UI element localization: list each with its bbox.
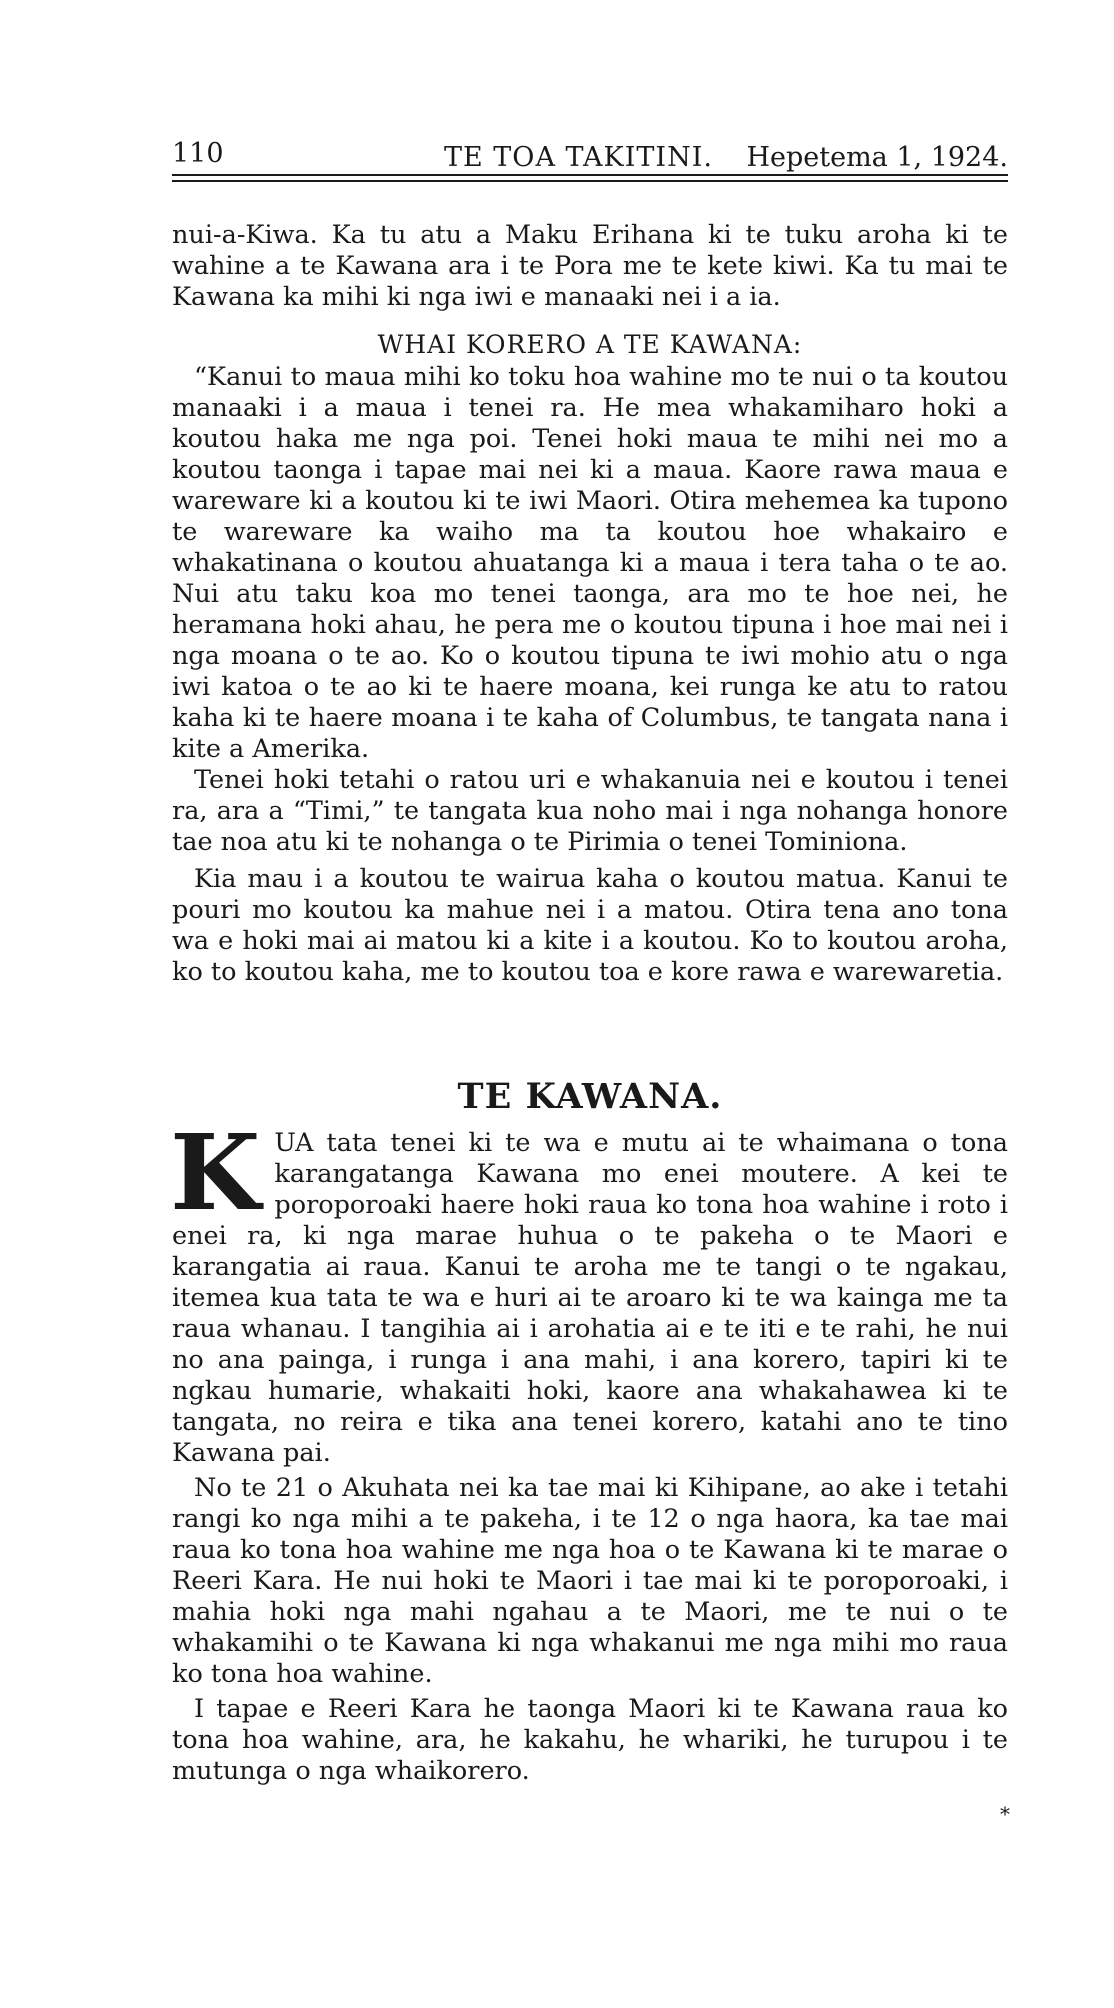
section-first-paragraph	[170, 1111, 1008, 1469]
speech-paragraph: “Kanui to maua mihi ko toku hoa wahine mo te nui o ta koutou manaaki i a maua i tenei ra. He mea whakamiharo hoki a koutou haka me nga poi. Tenei hoki maua te mihi nei mo a koutou taonga i tapae mai nei ki a maua. Kaore rawa maua e wareware ki a koutou ki te iwi Maori. Otira mehemea ka tupono te wareware ka waiho ma ta koutou hoe whakairo e whakatinana o koutou ahuatanga ki a maua i tera taha o te ao. Nui atu taku koa mo tenei taonga, ara mo te hoe nei, he heramana hoki ahau, he pera me o koutou tipuna i hoe mai nei i nga moana o te ao. Ko o koutou tipuna te iwi mohio atu o nga iwi katoa o te ao ki te haere moana, kei runga ke atu to ratou kaha ki te haere moana i te kaha of Columbus, te tangata nana i kite a Amerika.	[172, 362, 1008, 764]
speech-paragraph: Tenei hoki tetahi o ratou uri e whakanuia nei e koutou i tenei ra, ara a “Timi,” te tangata kua noho mai i nga nohanga honore tae noa atu ki te nohanga o te Pirimia o tenei Tominiona.	[172, 765, 1008, 857]
section-paragraph: I tapae e Reeri Kara he taonga Maori ki te Kawana raua ko tona hoa wahine, ara, he kakahu, he whariki, he turupou i te mutunga o nga whaikorero.	[172, 1694, 1008, 1786]
running-header	[172, 138, 1008, 172]
intro-paragraph	[172, 220, 1008, 313]
intro-paragraph-text: nui-a-Kiwa. Ka tu atu a Maku Erihana ki te tuku aroha ki te wahine a te Kawana ara i te Pora me te kete kiwi. Ka tu mai te Kawana ka mihi ki nga iwi e manaaki nei i a ia.	[172, 220, 1008, 312]
section-body	[170, 1111, 1008, 1787]
header-rule-bottom	[172, 180, 1008, 182]
header-rule-top	[172, 174, 1008, 176]
speech-paragraph: Kia mau i a koutou te wairua kaha o koutou matua. Kanui te pouri mo koutou ka mahue nei i a matou. Otira tena ano tona wa e hoki mai ai matou ki a kite i a koutou. Ko to koutou aroha, ko to koutou kaha, me to koutou toa e kore rawa e warewaretia.	[172, 864, 1008, 987]
footer-mark: *	[1000, 1802, 1010, 1826]
issue-date: Hepetema 1, 1924.	[746, 142, 1008, 173]
drop-cap: K	[170, 1111, 261, 1234]
section-paragraph: No te 21 o Akuhata nei ka tae mai ki Kihipane, ao ake i tetahi rangi ko nga mihi a te pakeha, i te 12 o nga haora, ka tae mai raua ko tona hoa wahine me nga hoa o te Kawana ki te marae o Reeri Kara. He nui hoki te Maori i tae mai ki te poroporoaki, i mahia hoki nga mahi ngahau a te Maori, me te nui o te whakamihi o te Kawana ki nga whakanui me nga mihi mo raua ko tona hoa wahine.	[172, 1473, 1008, 1689]
page-number: 110	[172, 138, 224, 169]
section-heading: TE KAWANA.	[457, 1076, 723, 1117]
speech-body	[172, 362, 1008, 988]
journal-title: TE TOA TAKITINI.	[444, 142, 713, 173]
speech-heading: WHAI KORERO A TE KAWANA:	[377, 330, 803, 359]
section-first-paragraph-text: UA tata tenei ki te wa e mutu ai te whaimana o tona karangatanga Kawana mo enei moutere. A kei te poroporoaki haere hoki raua ko tona hoa wahine i roto i enei ra, ki nga marae huhua o te pakeha o te Maori e karangatia ai raua. Kanui te aroha me te tangi o te ngakau, itemea kua tata te wa e huri ai te aroaro ki te wa kainga me ta raua whanau. I tangihia ai i arohatia ai e te iti e te rahi, he nui no ana painga, i runga i ana mahi, i ana korero, tapiri ki te ngkau humarie, whakaiti hoki, kaore ana whakahawea ki te tangata, no reira e tika ana tenei korero, katahi ano te tino Kawana pai.	[172, 1128, 1008, 1468]
